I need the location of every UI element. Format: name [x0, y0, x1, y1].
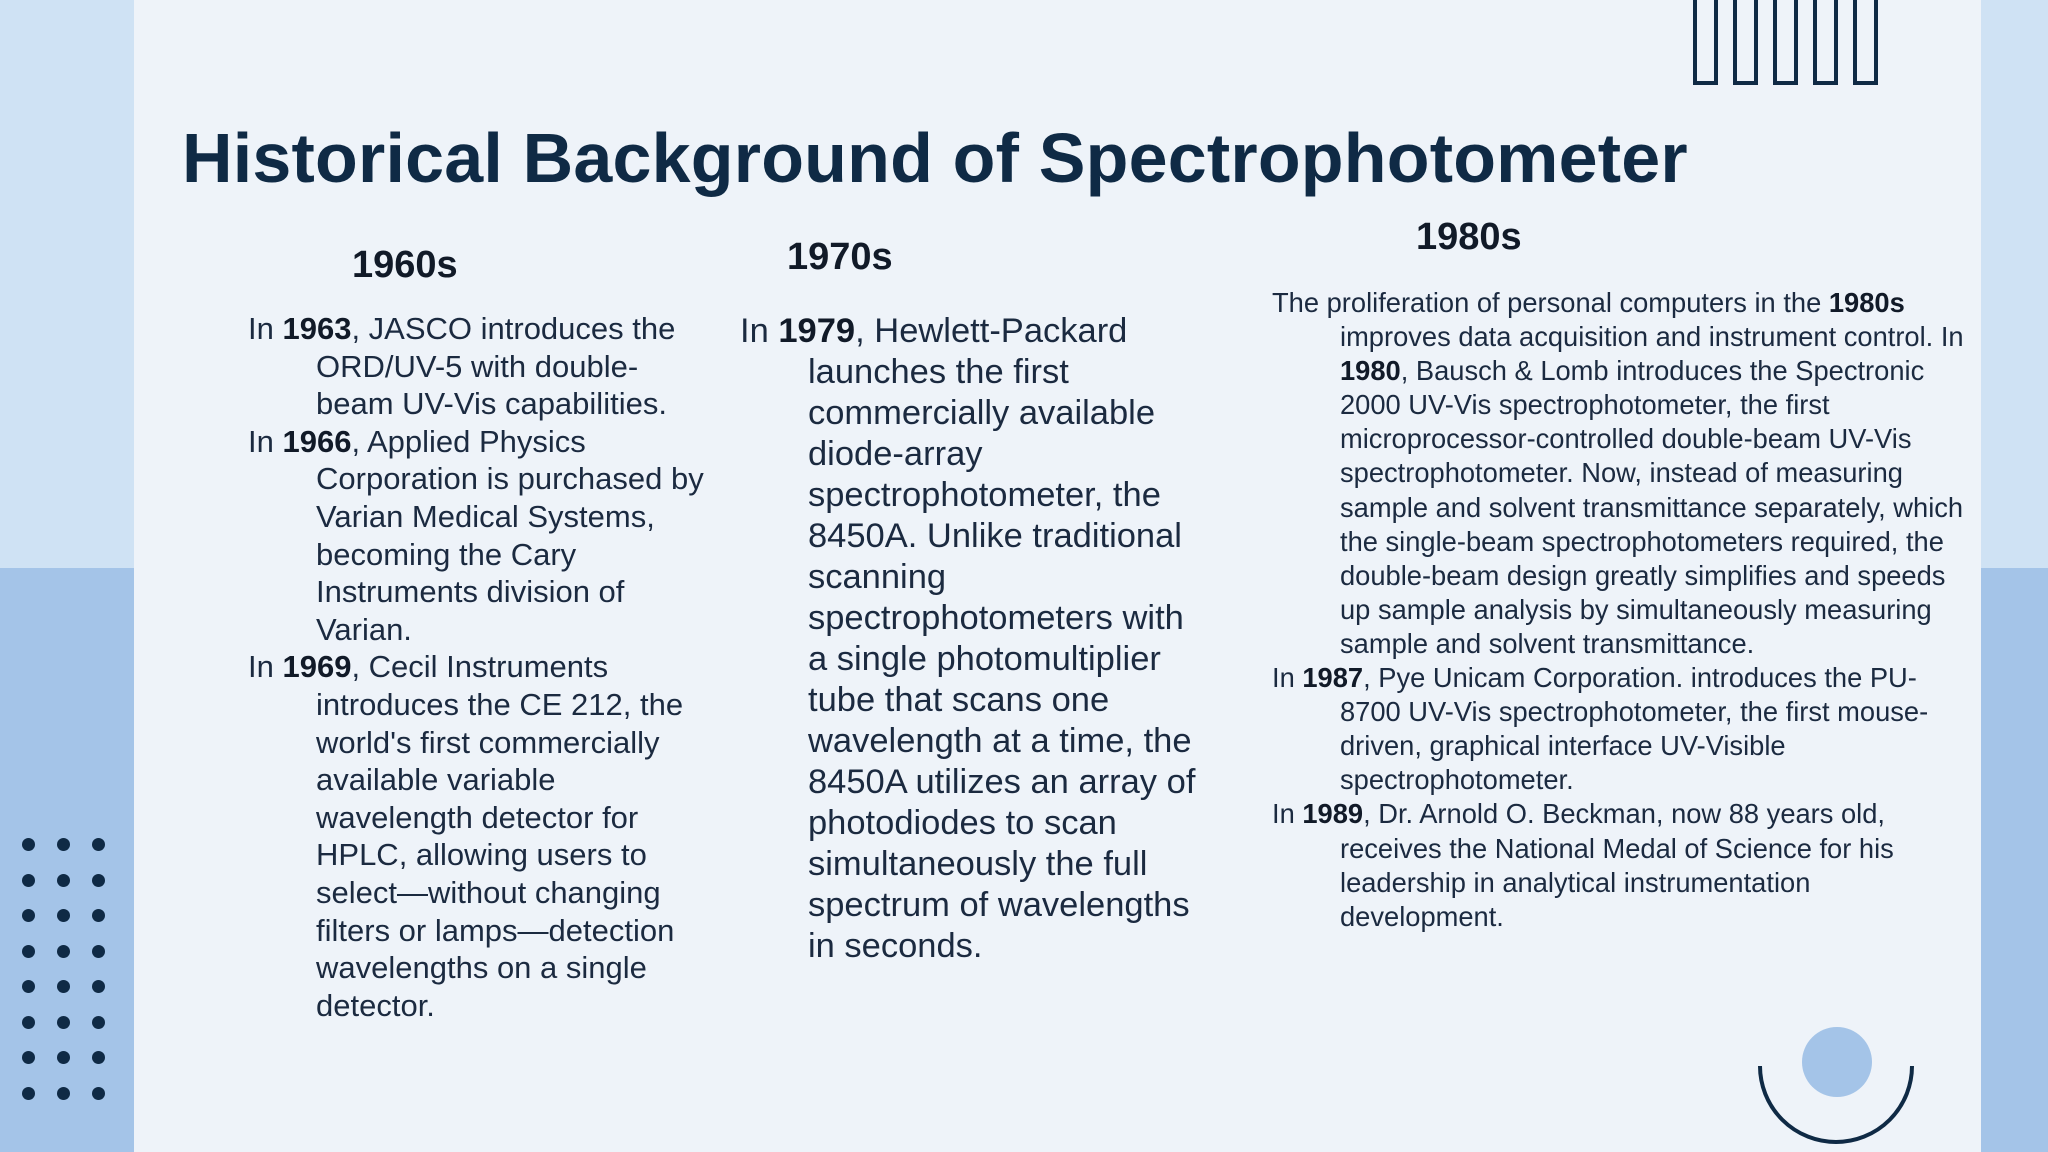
timeline-entry-1989	[1272, 797, 1972, 933]
decorative-dot	[92, 1016, 105, 1029]
decorative-dot	[92, 1051, 105, 1064]
decorative-dot	[22, 945, 35, 958]
timeline-entry-1963	[248, 310, 708, 423]
decorative-dot	[22, 1087, 35, 1100]
decorative-bar	[1773, 0, 1798, 85]
entry-prefix: In	[1272, 798, 1303, 830]
entry-text: , Dr. Arnold O. Beckman, now 88 years old, receives the National Medal of Science for his leadership in analytical instrumentation development.	[1340, 798, 1894, 932]
decorative-dot	[92, 945, 105, 958]
decorative-bar	[1693, 0, 1718, 85]
timeline-entry-1987	[1272, 661, 1972, 797]
decorative-bars	[1693, 0, 1891, 87]
entry-prefix: In	[248, 649, 283, 685]
decorative-bar	[1813, 0, 1838, 85]
decorative-dot	[92, 909, 105, 922]
decorative-dot	[57, 945, 70, 958]
decorative-dot	[22, 909, 35, 922]
decorative-dot	[22, 874, 35, 887]
entry-prefix: The proliferation of personal computers in the	[1272, 287, 1829, 318]
entry-text: improves data acquisition and instrument control. In	[1340, 321, 1964, 353]
column-1970s	[740, 311, 1210, 967]
page-title: Historical Background of Spectrophotometer	[182, 119, 1688, 197]
timeline-entry-1980s	[1272, 286, 1972, 661]
decorative-dot	[57, 874, 70, 887]
column-1960s	[248, 310, 708, 1024]
decorative-dot	[22, 980, 35, 993]
timeline-entry-1966	[248, 423, 708, 649]
decorative-dot	[57, 1087, 70, 1100]
entry-year: 1963	[282, 311, 352, 346]
decorative-dot	[92, 1087, 105, 1100]
column-1980s	[1272, 286, 1972, 934]
timeline-entry-1979	[740, 311, 1210, 967]
entry-year: 1980s	[1828, 287, 1905, 318]
decorative-dot	[57, 838, 70, 851]
decorative-arc	[1756, 1062, 1916, 1152]
entry-text: , Applied Physics Corporation is purchased by Varian Medical Systems, becoming the Cary Instruments division of Varian.	[316, 423, 704, 647]
entry-text: , Cecil Instruments introduces the CE 212, the world's first commercially available variable wavelength detector for HPLC, allowing users to select—without changing filters or lamps—detection wavelengths on a single detector.	[316, 649, 684, 1023]
decorative-dot	[22, 1016, 35, 1029]
entry-prefix: In	[740, 312, 779, 350]
entry-text: , Pye Unicam Corporation. introduces the PU-8700 UV-Vis spectrophotometer, the first mouse-driven, graphical interface UV-Visible spectrophotometer.	[1340, 662, 1929, 796]
entry-year: 1989	[1302, 798, 1364, 830]
decorative-dot	[57, 1016, 70, 1029]
decorative-bar	[1853, 0, 1878, 85]
entry-prefix: In	[1272, 662, 1303, 694]
entry-prefix: In	[248, 311, 283, 346]
entry-year: 1966	[282, 423, 352, 459]
decorative-dot	[92, 980, 105, 993]
decorative-dot	[57, 980, 70, 993]
decorative-dot	[22, 1051, 35, 1064]
entry-year: 1987	[1302, 662, 1364, 694]
decorative-dot	[92, 874, 105, 887]
decorative-dot	[22, 838, 35, 851]
entry-year: 1969	[282, 649, 352, 685]
entry-text: , Hewlett-Packard launches the first commercially available diode-array spectrophotometer, the 8450A. Unlike traditional scanning spectrophotometers with a single photomultiplier tube that scans one wavelength at a time, the 8450A utilizes an array of photodiodes to scan simultaneously the full spectrum of wavelengths in seconds.	[808, 312, 1196, 965]
heading-1970s: 1970s	[787, 236, 893, 278]
entry-year: 1980	[1340, 355, 1401, 387]
decorative-dot	[57, 1051, 70, 1064]
decorative-dot-grid	[22, 838, 112, 1128]
timeline-entry-1969	[248, 648, 708, 1024]
entry-text: , JASCO introduces the ORD/UV-5 with double-beam UV-Vis capabilities.	[316, 311, 676, 422]
heading-1980s: 1980s	[1416, 216, 1522, 258]
heading-1960s: 1960s	[352, 244, 458, 286]
entry-year: 1979	[778, 312, 856, 350]
decorative-dot	[57, 909, 70, 922]
entry-text: , Bausch & Lomb introduces the Spectronic 2000 UV-Vis spectrophotometer, the first microprocessor-controlled double-beam UV-Vis spectrophotometer. Now, instead of measuring sample and solvent transmittance separately, which the single-beam spectrophotometers required, the double-beam design greatly simplifies and speeds up sample analysis by simultaneously measuring sample and solvent transmittance.	[1340, 355, 1964, 659]
decorative-dot	[92, 838, 105, 851]
entry-prefix: In	[248, 423, 283, 459]
decorative-bar	[1733, 0, 1758, 85]
